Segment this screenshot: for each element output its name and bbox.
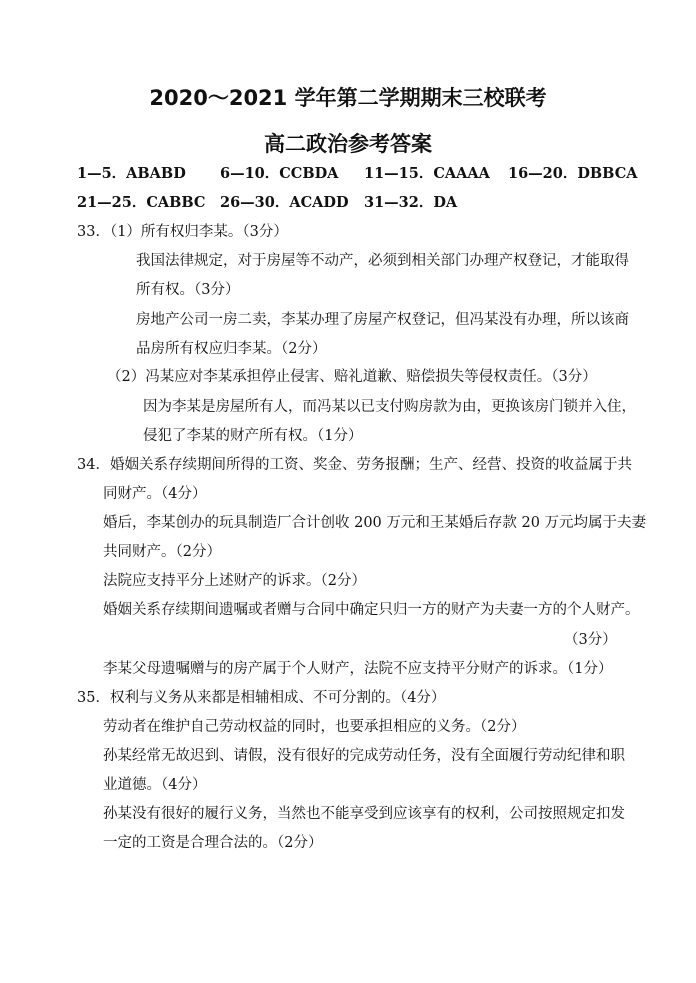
choice-answer-1-5: 1—5．ABABD — [77, 165, 186, 182]
q34-line2a: 婚后，李某创办的玩具制造厂合计创收 200 万元和王某婚后存款 20 万元均属于夫妻 — [103, 515, 647, 531]
choice-answer-31-32: 31—32．DA — [364, 194, 458, 211]
document-subtitle: 高二政治参考答案 — [264, 132, 432, 156]
q35-line4b: 一定的工资是合理合法的。（2分） — [103, 835, 323, 851]
q33-line1a: 我国法律规定，对于房屋等不动产，必须到相关部门办理产权登记，才能取得 — [136, 253, 629, 269]
q34-line1a: 34．婚姻关系存续期间所得的工资、奖金、劳务报酬；生产、经营、投资的收益属于共 — [77, 457, 632, 473]
choice-answer-6-10: 6—10．CCBDA — [220, 165, 339, 182]
q34-line1b: 同财产。（4分） — [103, 486, 207, 502]
choice-answer-26-30: 26—30．ACADD — [220, 194, 349, 211]
q35-line4a: 孙某没有很好的履行义务，当然也不能享受到应该享有的权利，公司按照规定扣发 — [103, 806, 625, 822]
q34-line2b: 共同财产。（2分） — [103, 544, 221, 560]
choice-answer-11-15: 11—15．CAAAA — [364, 165, 490, 182]
q33-line3b: 侵犯了李某的财产所有权。（1分） — [143, 428, 363, 444]
q34-line4b-score: （3分） — [564, 632, 617, 648]
document-title: 2020～2021 学年第二学期期末三校联考 — [149, 86, 547, 110]
q35-line2: 劳动者在维护自己劳动权益的同时，也要承担相应的义务。（2分） — [103, 719, 526, 735]
q33-line1b: 所有权。（3分） — [136, 282, 240, 298]
q35-line1: 35．权利与义务从来都是相辅相成、不可分割的。（4分） — [77, 690, 446, 706]
choice-answer-21-25: 21—25．CABBC — [77, 194, 206, 211]
q33-part1-answer: 33．（1）所有权归李某。（3分） — [77, 224, 288, 240]
q34-line5: 李某父母遗嘱赠与的房产属于个人财产，法院不应支持平分财产的诉求。（1分） — [103, 661, 613, 677]
q35-line3a: 孙某经常无故迟到、请假，没有很好的完成劳动任务，没有全面履行劳动纪律和职 — [103, 748, 625, 764]
choice-answer-16-20: 16—20．DBBCA — [508, 165, 638, 182]
q33-line2a: 房地产公司一房二卖，李某办理了房屋产权登记，但冯某没有办理，所以该商 — [136, 312, 629, 328]
q33-line3a: 因为李某是房屋所有人，而冯某以已支付购房款为由，更换该房门锁并入住， — [143, 399, 636, 415]
q35-line3b: 业道德。（4分） — [103, 777, 207, 793]
q33-line2b: 品房所有权应归李某。（2分） — [136, 341, 327, 357]
q33-part2-answer: （2）冯某应对李某承担停止侵害、赔礼道歉、赔偿损失等侵权责任。（3分） — [107, 369, 597, 385]
q34-line3: 法院应支持平分上述财产的诉求。（2分） — [103, 573, 366, 589]
q34-line4a: 婚姻关系存续期间遗嘱或者赠与合同中确定只归一方的财产为夫妻一方的个人财产。 — [103, 602, 640, 618]
